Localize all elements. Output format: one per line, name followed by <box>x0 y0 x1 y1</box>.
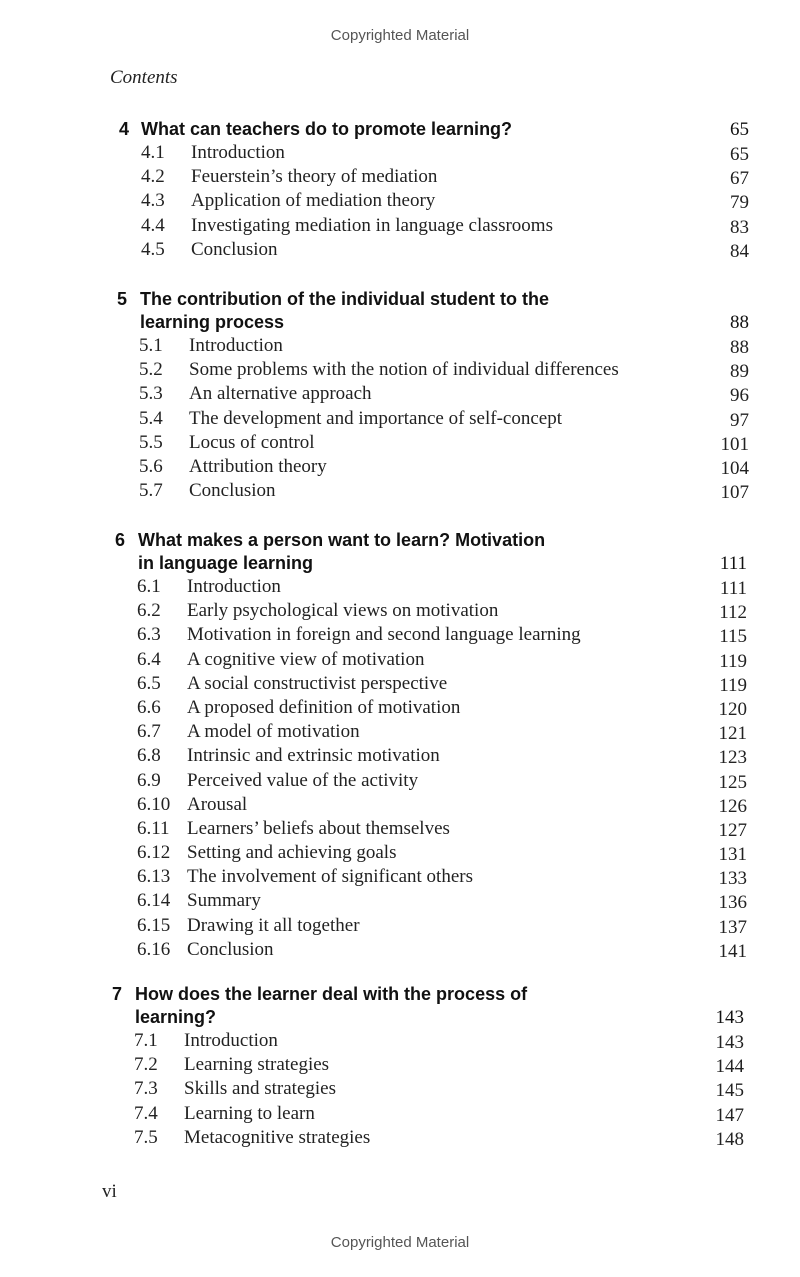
toc-entry[interactable] <box>115 696 747 720</box>
section-page-number: 107 <box>720 482 749 504</box>
toc-entry[interactable] <box>119 214 749 238</box>
section-page-number: 96 <box>730 385 749 407</box>
chapter-title-line: learning process <box>140 312 285 332</box>
page-number: vi <box>102 1181 117 1202</box>
toc-entry[interactable] <box>117 382 749 406</box>
section-number: 5.7 <box>139 480 163 502</box>
section-title: Arousal <box>187 793 248 815</box>
chapter-page-number: 88 <box>730 312 749 333</box>
section-number: 7.5 <box>134 1126 158 1148</box>
toc-entry[interactable] <box>112 1126 744 1150</box>
toc-entry[interactable] <box>119 141 749 165</box>
section-number: 4.4 <box>141 214 165 236</box>
chapter-title <box>141 118 749 141</box>
section-number: 5.6 <box>139 455 163 477</box>
chapter-title <box>138 529 747 575</box>
toc-entry[interactable] <box>115 817 747 841</box>
section-title: Introduction <box>189 335 283 356</box>
toc-entry[interactable] <box>119 189 749 213</box>
section-number: 5.4 <box>139 407 163 429</box>
toc-entry[interactable] <box>115 575 747 599</box>
toc-entry[interactable] <box>115 914 747 938</box>
chapter-title-line: learning? <box>135 1007 217 1027</box>
section-title: Conclusion <box>191 238 278 260</box>
section-number: 6.16 <box>137 938 171 960</box>
chapter-title-line: How does the learner deal with the process of <box>135 984 528 1004</box>
chapter-page-number: 65 <box>730 119 749 140</box>
section-title: Summary <box>187 890 261 912</box>
toc-entry[interactable] <box>115 865 747 889</box>
section-title: Investigating mediation in language classrooms <box>191 214 553 236</box>
section-title: Learning strategies <box>184 1054 330 1076</box>
chapter-6 <box>115 529 747 962</box>
toc-entry[interactable] <box>119 165 749 189</box>
section-number: 6.8 <box>137 745 161 767</box>
section-number: 6.15 <box>137 914 171 936</box>
section-page-number: 127 <box>718 819 747 841</box>
section-title: The involvement of significant others <box>187 866 473 888</box>
toc-entry[interactable] <box>112 1077 744 1101</box>
section-page-number: 148 <box>715 1128 744 1150</box>
section-page-number: 115 <box>719 626 747 648</box>
section-number: 6.11 <box>137 817 170 839</box>
section-title: Metacognitive strategies <box>184 1126 371 1148</box>
section-page-number: 123 <box>718 747 747 769</box>
section-page-number: 112 <box>719 602 747 624</box>
section-number: 5.1 <box>139 335 163 356</box>
toc-entry[interactable] <box>117 479 749 503</box>
section-title: Motivation in foreign and second language learning <box>187 624 581 646</box>
section-title: Introduction <box>191 142 285 163</box>
toc-entry[interactable] <box>115 720 747 744</box>
section-page-number: 141 <box>718 940 747 962</box>
running-head: Contents <box>110 67 178 88</box>
section-title: A social constructivist perspective <box>187 672 448 694</box>
section-number: 4.3 <box>141 190 165 212</box>
section-page-number: 67 <box>730 168 749 190</box>
toc-entry[interactable] <box>112 1029 744 1053</box>
section-title: Intrinsic and extrinsic motivation <box>187 745 440 767</box>
section-number: 6.2 <box>137 600 161 622</box>
section-number: 6.9 <box>137 769 161 791</box>
section-page-number: 111 <box>719 578 747 599</box>
section-page-number: 144 <box>715 1056 744 1078</box>
section-page-number: 101 <box>720 433 749 455</box>
chapter-page-number: 143 <box>715 1007 744 1028</box>
section-title: Some problems with the notion of individual differences <box>189 359 619 381</box>
section-page-number: 97 <box>730 409 749 431</box>
chapter-title <box>135 983 744 1029</box>
section-page-number: 125 <box>718 771 747 793</box>
section-page-number: 119 <box>719 674 747 696</box>
chapter-page-number: 111 <box>719 553 747 574</box>
section-page-number: 79 <box>730 192 749 214</box>
toc-entry[interactable] <box>115 889 747 913</box>
section-page-number: 119 <box>719 650 747 672</box>
section-page-number: 84 <box>730 240 749 262</box>
toc-entry[interactable] <box>115 744 747 768</box>
section-page-number: 143 <box>715 1032 744 1053</box>
section-page-number: 137 <box>718 916 747 938</box>
section-page-number: 83 <box>730 216 749 238</box>
section-title: Drawing it all together <box>187 914 360 936</box>
section-number: 6.6 <box>137 696 161 718</box>
section-number: 6.5 <box>137 672 161 694</box>
section-title: A model of motivation <box>187 721 360 743</box>
section-title: A cognitive view of motivation <box>187 648 425 670</box>
section-page-number: 104 <box>720 457 749 479</box>
section-number: 6.4 <box>137 648 161 670</box>
section-number: 6.3 <box>137 624 161 646</box>
toc-entry[interactable] <box>115 599 747 623</box>
chapter-number: 4 <box>119 119 130 139</box>
toc-entry[interactable] <box>117 431 749 455</box>
toc-entry[interactable] <box>115 769 747 793</box>
chapter-heading[interactable] <box>119 118 749 141</box>
section-page-number: 89 <box>730 361 749 383</box>
toc-entry[interactable] <box>115 938 747 962</box>
section-page-number: 65 <box>730 144 749 165</box>
section-page-number: 147 <box>715 1104 744 1126</box>
toc-entry[interactable] <box>117 334 749 358</box>
section-title: Learning to learn <box>184 1102 315 1124</box>
section-title: Early psychological views on motivation <box>187 600 499 622</box>
section-number: 6.13 <box>137 866 171 888</box>
chapter-title-line: What makes a person want to learn? Motivation <box>138 530 546 550</box>
section-title: The development and importance of self-concept <box>189 407 562 429</box>
section-number: 6.14 <box>137 890 171 912</box>
toc-entry[interactable] <box>119 238 749 262</box>
section-number: 4.5 <box>141 238 165 260</box>
section-number: 6.12 <box>137 842 171 864</box>
section-title: Conclusion <box>187 938 274 960</box>
chapter-number: 7 <box>112 984 123 1004</box>
chapter-7 <box>112 983 744 1150</box>
section-number: 6.7 <box>137 721 161 743</box>
chapter-title <box>140 288 749 334</box>
section-page-number: 126 <box>718 795 747 817</box>
toc-entry[interactable] <box>115 793 747 817</box>
toc-entry[interactable] <box>117 455 749 479</box>
toc-entry[interactable] <box>115 648 747 672</box>
toc-entry[interactable] <box>112 1053 744 1077</box>
chapter-heading[interactable] <box>112 983 744 1029</box>
section-title: An alternative approach <box>189 383 372 405</box>
section-number: 7.4 <box>134 1102 158 1124</box>
section-number: 5.5 <box>139 431 163 453</box>
section-title: Application of mediation theory <box>191 190 436 212</box>
section-page-number: 133 <box>718 868 747 890</box>
toc-entry[interactable] <box>115 841 747 865</box>
section-number: 7.3 <box>134 1078 158 1100</box>
section-page-number: 131 <box>718 844 747 866</box>
section-number: 7.1 <box>134 1030 158 1051</box>
section-title: Learners’ beliefs about themselves <box>187 817 450 839</box>
section-page-number: 120 <box>718 698 747 720</box>
section-title: Feuerstein’s theory of mediation <box>191 166 438 188</box>
section-title: Perceived value of the activity <box>187 769 419 791</box>
section-number: 7.2 <box>134 1054 158 1076</box>
toc-entry[interactable] <box>115 672 747 696</box>
section-title: Locus of control <box>189 431 315 453</box>
toc-entry[interactable] <box>117 407 749 431</box>
watermark-bottom: Copyrighted Material <box>330 1234 470 1251</box>
toc-entry[interactable] <box>117 358 749 382</box>
chapter-title-line: The contribution of the individual student to the <box>140 289 549 309</box>
section-number: 4.1 <box>141 142 165 163</box>
chapter-title-line: What can teachers do to promote learning? <box>141 119 513 139</box>
toc-entry[interactable] <box>115 623 747 647</box>
section-title: A proposed definition of motivation <box>187 696 461 718</box>
chapter-heading[interactable] <box>117 288 749 334</box>
section-page-number: 121 <box>718 723 747 745</box>
toc-entry[interactable] <box>112 1102 744 1126</box>
section-number: 6.1 <box>137 576 161 597</box>
section-title: Setting and achieving goals <box>187 842 397 864</box>
chapter-number: 5 <box>117 289 128 309</box>
section-title: Introduction <box>187 576 281 597</box>
chapter-title-line: in language learning <box>138 553 314 573</box>
section-number: 6.10 <box>137 793 171 815</box>
section-title: Skills and strategies <box>184 1078 336 1100</box>
chapter-4 <box>119 118 749 262</box>
section-title: Conclusion <box>189 480 276 502</box>
section-title: Attribution theory <box>189 455 327 477</box>
chapter-number: 6 <box>115 530 126 550</box>
section-number: 5.3 <box>139 383 163 405</box>
watermark-top: Copyrighted Material <box>330 27 470 44</box>
section-number: 5.2 <box>139 359 163 381</box>
section-page-number: 145 <box>715 1080 744 1102</box>
section-page-number: 88 <box>730 337 749 358</box>
section-number: 4.2 <box>141 166 165 188</box>
chapter-5 <box>117 288 749 503</box>
chapter-heading[interactable] <box>115 529 747 575</box>
section-page-number: 136 <box>718 892 747 914</box>
section-title: Introduction <box>184 1030 278 1051</box>
